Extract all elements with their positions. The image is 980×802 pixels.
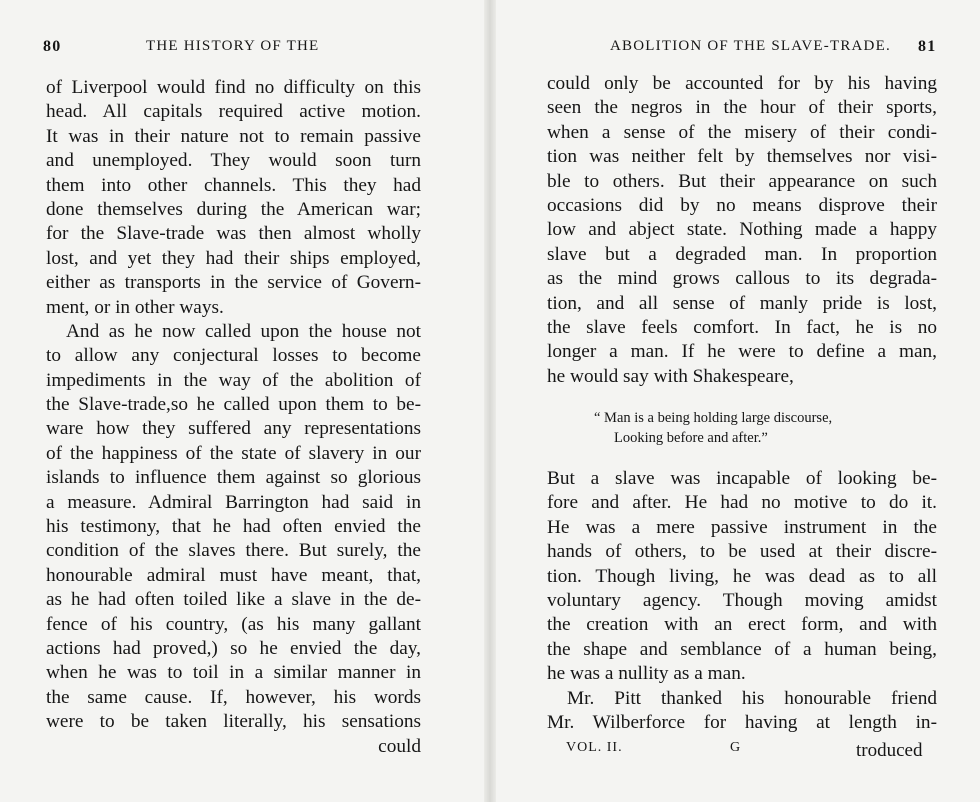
left-running-head: THE HISTORY OF THE bbox=[146, 38, 320, 54]
text-line: he was a nullity as a man. bbox=[547, 663, 746, 685]
text-line: ble to others. But their appearance on such bbox=[547, 170, 937, 192]
text-line: them into other channels. This they had bbox=[46, 174, 421, 196]
text-line: and unemployed. They would soon turn bbox=[46, 150, 421, 172]
left-page-body bbox=[46, 76, 421, 759]
text-line: occasions did by no means disprove their bbox=[547, 194, 937, 216]
shakespeare-quote bbox=[594, 408, 832, 448]
text-line: either as transports in the service of Govern- bbox=[46, 272, 421, 294]
text-line: the shape and semblance of a human being, bbox=[547, 638, 937, 660]
text-line: as he had often toiled like a slave in the de- bbox=[46, 589, 421, 611]
right-page-number: 81 bbox=[918, 38, 937, 55]
text-line: longer a man. If he were to define a man, bbox=[547, 341, 937, 363]
volume-signature: VOL. II. bbox=[566, 740, 623, 755]
text-line: the Slave-trade,so he called upon them to be- bbox=[46, 394, 421, 416]
text-line: when a sense of the misery of their condi- bbox=[547, 121, 937, 143]
text-line: lost, and yet they had their ships employed, bbox=[46, 247, 421, 269]
right-running-head: ABOLITION OF THE SLAVE-TRADE. bbox=[610, 38, 891, 54]
text-line: done themselves during the American war; bbox=[46, 198, 421, 220]
text-line: fence of his country, (as his many gallant bbox=[46, 613, 421, 635]
text-line: Mr. Wilberforce for having at length in- bbox=[547, 711, 937, 733]
text-line: ware how they suffered any representations bbox=[46, 418, 421, 440]
text-line: actions had proved,) so he envied the day, bbox=[46, 637, 421, 659]
text-line: to allow any conjectural losses to become bbox=[46, 345, 421, 367]
text-line: of Liverpool would find no difficulty on this bbox=[46, 77, 421, 98]
text-line: his testimony, that he had often envied the bbox=[46, 516, 421, 538]
text-line: of the happiness of the state of slavery in our bbox=[46, 442, 421, 464]
quote-line: Looking before and after.” bbox=[614, 430, 768, 446]
text-line: as the mind grows callous to its degrada- bbox=[547, 268, 937, 290]
text-line: slave but a degraded man. In proportion bbox=[547, 243, 937, 265]
text-line: he would say with Shakespeare, bbox=[547, 365, 794, 387]
text-line: It was in their nature not to remain passive bbox=[46, 125, 421, 147]
text-line: for the Slave-trade was then almost wholly bbox=[46, 223, 421, 245]
text-line: the slave feels comfort. In fact, he is no bbox=[547, 316, 937, 338]
text-line: honourable admiral must have meant, that, bbox=[46, 564, 421, 586]
catchword: could bbox=[378, 735, 421, 757]
right-page-body-top bbox=[547, 72, 937, 389]
text-line: the creation with an erect form, and with bbox=[547, 614, 937, 636]
text-line: islands to influence them against so glorious bbox=[46, 467, 421, 489]
text-line: the same cause. If, however, his words bbox=[46, 686, 421, 708]
text-line: Mr. Pitt thanked his honourable friend bbox=[567, 687, 937, 709]
text-line: ment, or in other ways. bbox=[46, 296, 224, 318]
text-line: a measure. Admiral Barrington had said in bbox=[46, 491, 421, 513]
quote-line: “ Man is a being holding large discourse, bbox=[594, 410, 833, 426]
text-line: when he was to toil in a similar manner in bbox=[46, 662, 421, 684]
text-line: were to be taken literally, his sensations bbox=[46, 711, 421, 733]
text-line: And as he now called upon the house not bbox=[66, 320, 421, 342]
text-line: tion was neither felt by themselves nor visi- bbox=[547, 146, 937, 168]
text-line: seen the negros in the hour of their sports, bbox=[547, 97, 937, 119]
text-line: fore and after. He had no motive to do it. bbox=[547, 492, 937, 514]
text-line: But a slave was incapable of looking be- bbox=[547, 468, 937, 489]
gathering-signature: G bbox=[730, 740, 742, 755]
text-line: condition of the slaves there. But surely, the bbox=[46, 540, 421, 562]
left-page-number: 80 bbox=[43, 38, 62, 55]
text-line: low and abject state. Nothing made a happy bbox=[547, 219, 937, 241]
text-line: impediments in the way of the abolition of bbox=[46, 369, 421, 391]
text-line: He was a mere passive instrument in the bbox=[547, 516, 937, 538]
catchword: troduced bbox=[856, 740, 923, 761]
right-page-body-bottom bbox=[547, 467, 937, 735]
text-line: tion. Though living, he was dead as to all bbox=[547, 565, 937, 587]
text-line: voluntary agency. Though moving amidst bbox=[547, 589, 937, 611]
text-line: hands of others, to be used at their discre- bbox=[547, 541, 937, 563]
text-line: head. All capitals required active motion. bbox=[46, 101, 421, 123]
text-line: could only be accounted for by his having bbox=[547, 73, 937, 94]
text-line: tion, and all sense of manly pride is lost, bbox=[547, 292, 937, 314]
